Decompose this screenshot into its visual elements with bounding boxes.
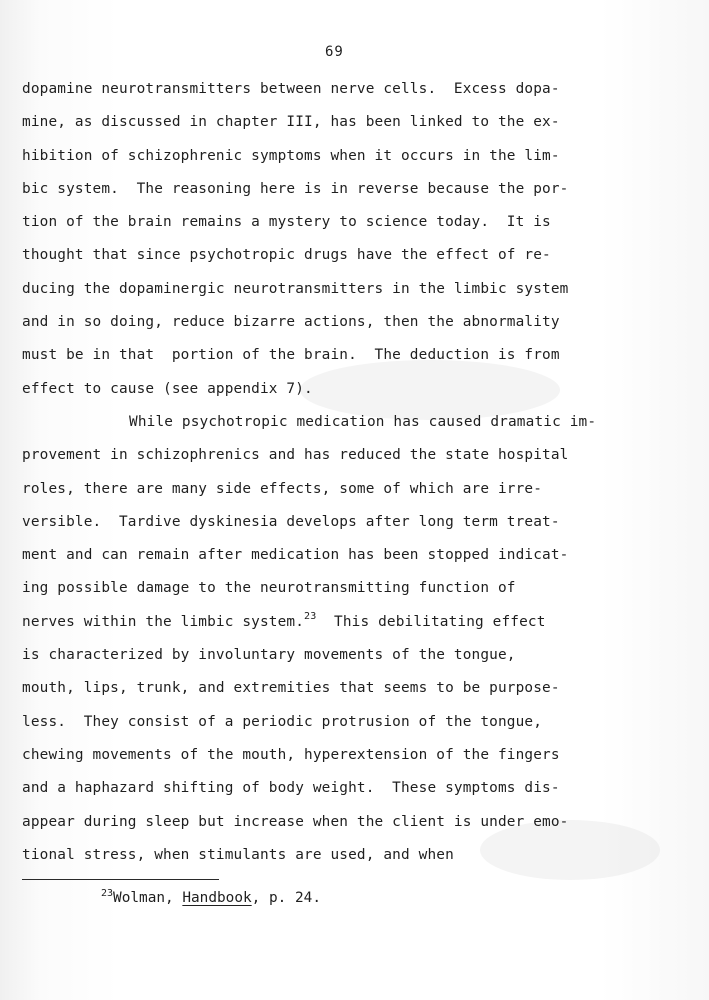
page-number: 69: [325, 44, 344, 60]
footnote-reference: 23: [304, 610, 317, 622]
text-line: ducing the dopaminergic neurotransmitters in the limbic system: [22, 280, 569, 297]
body-text: [22, 76, 682, 875]
text-line-with-footnote-ref: [22, 609, 682, 642]
text-line: dopamine neurotransmitters between nerve cells. Excess dopa-: [22, 81, 560, 97]
text-line: must be in that portion of the brain. The deduction is from: [22, 347, 560, 364]
text-line: is characterized by involuntary movements of the tongue,: [22, 647, 516, 664]
text-line: roles, there are many side effects, some of which are irre-: [22, 480, 543, 497]
text-line: tion of the brain remains a mystery to science today. It is: [22, 214, 551, 231]
text-line: bic system. The reasoning here is in reverse because the por-: [22, 180, 569, 197]
text-line: and a haphazard shifting of body weight. These symptoms dis-: [22, 780, 560, 797]
text-line: mouth, lips, trunk, and extremities that seems to be purpose-: [22, 680, 560, 697]
paragraph-first-line: While psychotropic medication has caused dramatic im-: [129, 413, 597, 430]
text-line: tional stress, when stimulants are used, and when: [22, 846, 454, 863]
footnote-marker: 23: [101, 888, 114, 899]
text-line: thought that since psychotropic drugs have the effect of re-: [22, 247, 551, 264]
text-line: hibition of schizophrenic symptoms when it occurs in the lim-: [22, 147, 560, 164]
footnote-divider: [22, 879, 219, 880]
footnote-title: Handbook: [182, 890, 252, 906]
text-line: mine, as discussed in chapter III, has been linked to the ex-: [22, 114, 560, 131]
footnote-citation: , p. 24.: [251, 890, 321, 906]
text-line: provement in schizophrenics and has reduced the state hospital: [22, 447, 569, 464]
text-line: less. They consist of a periodic protrusion of the tongue,: [22, 713, 543, 730]
footnote-author: Wolman,: [113, 890, 183, 906]
text-line: ing possible damage to the neurotransmitting function of: [22, 580, 516, 597]
text-line: appear during sleep but increase when the client is under emo-: [22, 813, 569, 830]
text-segment: This debilitating effect: [316, 613, 546, 630]
text-line: effect to cause (see appendix 7).: [22, 380, 313, 397]
text-line: chewing movements of the mouth, hyperextension of the fingers: [22, 746, 560, 763]
text-line: versible. Tardive dyskinesia develops after long term treat-: [22, 513, 560, 530]
text-line: and in so doing, reduce bizarre actions, then the abnormality: [22, 314, 560, 331]
text-line: ment and can remain after medication has been stopped indicat-: [22, 547, 569, 564]
text-segment: nerves within the limbic system.: [22, 613, 305, 630]
footnote: [101, 890, 321, 906]
